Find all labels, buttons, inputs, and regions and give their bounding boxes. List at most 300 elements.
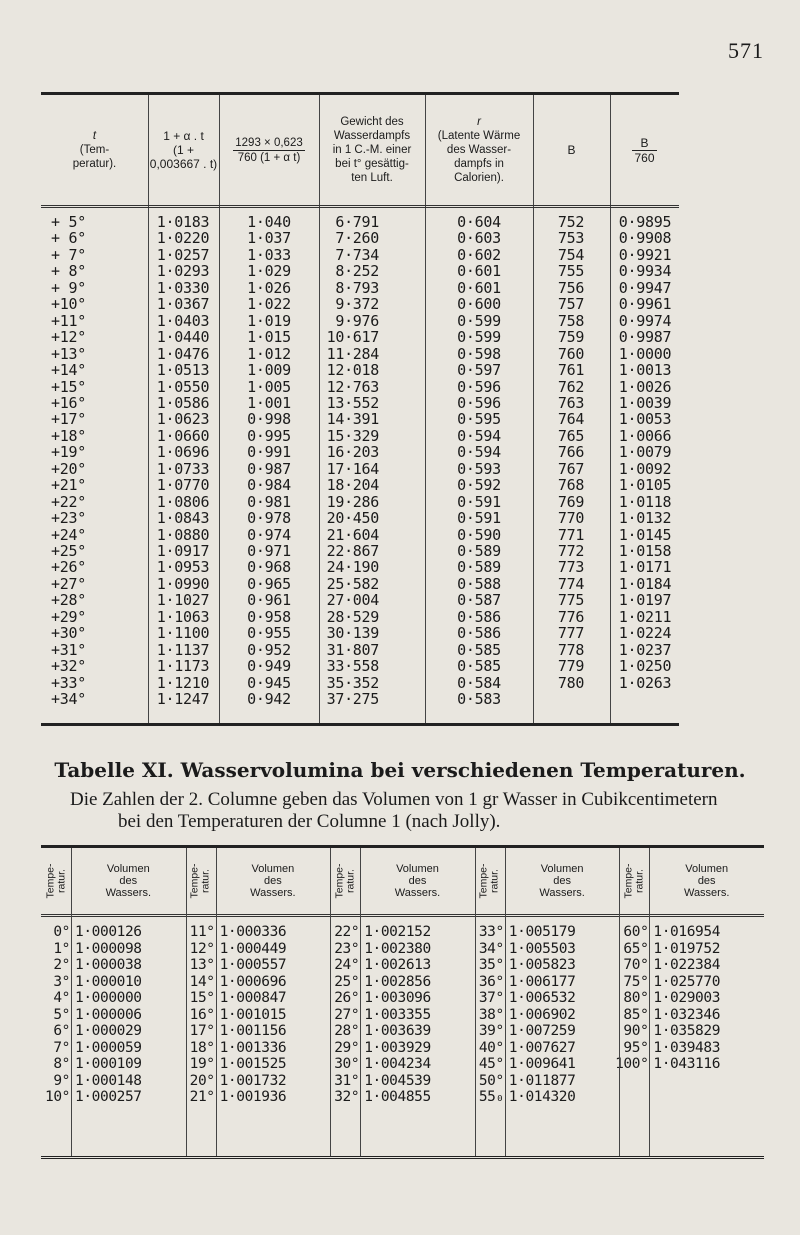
table-cell: 1·0026 [618,377,672,396]
table-cell: +22° [51,492,86,511]
table-cell: 33·558 [326,657,379,676]
table-cell: 0·958 [247,607,291,626]
table-cell: 11·284 [326,344,379,363]
water-volume-table [41,845,764,1159]
table-cell: 768 [557,476,585,495]
table-cell: +15° [51,377,86,396]
table-cell: 12·018 [326,361,379,380]
temperature-cell: 30° [334,1056,360,1072]
table-cell: 1·0237 [618,640,672,659]
table-cell: 1·0220 [156,229,210,248]
table-cell: 0·595 [457,410,501,429]
volume-cell: 1·000109 [75,1056,142,1072]
temperature-cell: 85° [623,1006,649,1023]
table-cell: 0·604 [457,213,501,231]
table-cell: 1·0476 [156,344,210,363]
table-cell: 1·0586 [156,393,210,412]
table-cell: 22·867 [326,542,379,560]
table-cell: 0·942 [247,690,291,709]
temperature-cell: 32° [334,1089,360,1105]
header-temperature-label: Tempe- ratur. [477,863,501,899]
temperature-cell: 95° [623,1039,649,1056]
table-cell: 1·0000 [618,344,672,363]
volume-cell: 1·000000 [75,990,142,1006]
volume-cell: 1·043116 [653,1056,721,1072]
table-cell: +20° [51,459,86,478]
table-cell: 1·0039 [618,393,672,412]
table-cell: 1·0990 [156,574,210,593]
temperature-cell: 5° [53,1006,70,1023]
header-barometer-ratio: $\frac{B}{760}$ [634,135,655,165]
table-cell: 0·961 [247,591,291,610]
volume-cell: 1·004539 [364,1072,431,1089]
table-row [41,526,679,542]
header-temperature-label: Tempe- ratur. [44,863,68,899]
table-cell: 0·965 [247,574,291,593]
table-cell: 0·9987 [618,328,672,347]
table-cell: +18° [51,426,86,445]
table-cell: 1·1210 [156,673,210,692]
table-cell: 35·352 [326,673,379,692]
table-row [41,476,679,495]
temperature-cell: 19° [189,1056,215,1072]
table-row [41,990,764,1006]
table-row [41,229,679,248]
table-cell: 1·0184 [618,574,672,593]
header-temperature: t (Tem- peratur). [72,130,117,170]
table-row [41,941,764,957]
header-latent-heat: r (Latente Wärme des Wasser- dampfs in Calorien). [437,116,521,184]
table-row [41,542,679,558]
table-cell: 0·971 [247,542,291,560]
table-row [41,1023,764,1039]
temperature-cell: 29° [334,1039,360,1056]
table-cell: 780 [557,673,585,692]
table-cell: 17·164 [326,459,379,478]
table-cell: 0·9895 [618,213,672,231]
table-cell: 764 [557,410,585,429]
table-cell: 0·9921 [618,245,672,264]
table-cell: 0·588 [457,574,501,593]
header-temperature [332,850,358,912]
volume-cell: 1·007627 [508,1039,576,1056]
table-row [41,262,679,281]
volume-cell: 1·000257 [75,1089,142,1105]
volume-cell: 1·002152 [364,924,431,940]
table-row [41,295,679,314]
table-cell: 1·0079 [618,443,672,462]
header-volume: Volumen des Wassers. [683,863,730,899]
volume-cell: 1·000059 [75,1039,142,1056]
table-cell: 1·0880 [156,525,210,544]
volume-cell: 1·005503 [508,940,576,957]
volume-cell: 1·000126 [75,924,142,940]
table-cell: +27° [51,574,86,593]
table-cell: + 5° [51,213,86,231]
table-row [41,427,679,443]
table-cell: 1·0197 [618,591,672,610]
table-cell: 15·329 [326,426,379,445]
volume-cell: 1·003929 [364,1039,431,1056]
table-cell: +31° [51,640,86,659]
temperature-cell: 22° [334,924,360,940]
table-row [41,328,679,347]
table-row [41,361,679,380]
table-cell: 1·015 [247,328,291,347]
temperature-cell: 36° [478,973,504,990]
temperature-cell: 17° [189,1023,215,1039]
table-cell: +26° [51,558,86,577]
table-cell: + 6° [51,229,86,248]
temperature-cell: 33° [478,924,504,940]
table-cell: 767 [557,459,585,478]
table-cell: +30° [51,624,86,643]
table-cell: 1·0263 [618,673,672,692]
table-cell: 0·978 [247,509,291,528]
table-cell: 16·203 [326,443,379,462]
volume-cell: 1·006902 [508,1006,576,1023]
table-cell: 6·791 [335,213,379,231]
table-cell: 0·974 [247,525,291,544]
volume-cell: 1·000148 [75,1072,142,1089]
table-cell: 9·976 [335,311,379,330]
page-number: 571 [728,38,764,63]
temperature-cell: 55₀ [478,1089,504,1105]
table-row [41,1089,764,1105]
temperature-cell: 100° [615,1056,649,1072]
table-cell: 0·602 [457,245,501,264]
table-cell: 753 [557,229,585,248]
temperature-cell: 11° [189,924,215,940]
table-cell: 777 [557,624,585,643]
table-cell: 1·029 [247,262,291,281]
temperature-cell: 25° [334,973,360,990]
table-cell: 0·601 [457,262,501,281]
table-cell: 1·040 [247,213,291,231]
volume-cell: 1·002856 [364,973,431,990]
temperature-cell: 7° [53,1039,70,1056]
header-volume: Volumen des Wassers. [250,863,296,899]
volume-cell: 1·004234 [364,1056,431,1072]
table-cell: 769 [557,492,585,511]
table-cell: 0·597 [457,361,501,380]
table-cell: 0·596 [457,393,501,412]
table-cell: 0·599 [457,311,501,330]
table-cell: 1·0367 [156,295,210,314]
table-cell: 0·995 [247,426,291,445]
volume-cell: 1·019752 [653,940,721,957]
volume-cell: 1·007259 [508,1023,576,1039]
volume-cell: 1·039483 [653,1039,721,1056]
table-cell: 762 [557,377,585,396]
temperature-cell: 80° [623,990,649,1006]
header-volume: Volumen des Wassers. [105,863,152,899]
table-cell: 0·589 [457,558,501,577]
volume-cell: 1·001015 [219,1006,287,1023]
temperature-cell: 75° [623,973,649,990]
temperature-cell: 2° [53,957,70,973]
temperature-cell: 18° [189,1039,215,1056]
volume-cell: 1·000038 [75,957,142,973]
table-cell: +24° [51,525,86,544]
table-cell: 1·0257 [156,245,210,264]
temperature-cell: 23° [334,940,360,957]
temperature-cell: 0° [53,924,70,940]
table-cell: 0·9961 [618,295,672,314]
table-cell: 1·0953 [156,558,210,577]
temperature-cell: 24° [334,957,360,973]
table-cell: 1·0105 [618,476,672,495]
table-row [41,213,679,229]
header-temperature [43,850,69,912]
table-cell: 779 [557,657,585,676]
table-cell: 760 [557,344,585,363]
temperature-cell: 15° [189,990,215,1006]
table-cell: 0·593 [457,459,501,478]
table-cell: 24·190 [326,558,379,577]
table-cell: 1·1100 [156,624,210,643]
table-cell: 8·252 [335,262,379,281]
volume-cell: 1·006177 [508,973,576,990]
table-cell: +16° [51,393,86,412]
table-cell: 1·0053 [618,410,672,429]
volume-cell: 1·000029 [75,1023,142,1039]
volume-cell: 1·000098 [75,940,142,957]
temperature-cell: 6° [53,1023,70,1039]
table-cell: 30·139 [326,624,379,643]
table-cell: 1·1137 [156,640,210,659]
table-row [41,690,679,709]
table-cell: 31·807 [326,640,379,659]
table-row [41,957,764,973]
temperature-cell: 21° [189,1089,215,1105]
table-cell: 1·022 [247,295,291,314]
header-expansion: 1 + α . t (1 + 0,003667 . t) [149,129,218,171]
table-cell: 1·033 [247,245,291,264]
table-cell: 1·0733 [156,459,210,478]
header-temperature-label: Tempe- ratur. [188,863,212,899]
table-row [41,279,679,295]
table-cell: 755 [557,262,585,281]
temperature-cell: 9° [53,1072,70,1089]
table-cell: 1·0211 [618,607,672,626]
table-row [41,1056,764,1072]
table-cell: 1·0293 [156,262,210,281]
table-cell: 776 [557,607,585,626]
table-cell: 1·0171 [618,558,672,577]
header-temperature [477,850,503,912]
table-title: Tabelle XI. Wasservolumina bei verschiedenen Temperaturen. [54,758,746,782]
table-cell: 14·391 [326,410,379,429]
table-row [41,974,764,990]
volume-cell: 1·009641 [508,1056,576,1072]
temperature-cell: 12° [189,940,215,957]
temperature-cell: 39° [478,1023,504,1039]
table-cell: 1·0145 [618,525,672,544]
table-cell: 1·0917 [156,542,210,560]
table-cell: 8·793 [335,278,379,297]
table-cell: 1·0158 [618,542,672,560]
volume-cell: 1·003096 [364,990,431,1006]
table-cell: +11° [51,311,86,330]
volume-cell: 1·004855 [364,1089,431,1105]
table-cell: +33° [51,673,86,692]
table-cell: 1·0440 [156,328,210,347]
volume-cell: 1·001525 [219,1056,287,1072]
table-cell: 759 [557,328,585,347]
temperature-cell: 40° [478,1039,504,1056]
table-cell: 18·204 [326,476,379,495]
table-cell: 1·0806 [156,492,210,511]
volume-cell: 1·000449 [219,940,287,957]
volume-cell: 1·005823 [508,957,576,973]
temperature-cell: 20° [189,1072,215,1089]
temperature-cell: 27° [334,1006,360,1023]
table-cell: 1·0250 [618,657,672,676]
table-cell: 7·734 [335,245,379,264]
table-cell: 0·599 [457,328,501,347]
table-cell: 0·589 [457,542,501,560]
table-cell: +28° [51,591,86,610]
table-row [41,924,764,940]
table-cell: 0·600 [457,295,501,314]
table-cell: 7·260 [335,229,379,248]
table-cell: 756 [557,278,585,297]
volume-cell: 1·000006 [75,1006,142,1023]
table-cell: +19° [51,443,86,462]
table-cell: 0·601 [457,278,501,297]
volume-cell: 1·029003 [653,990,721,1006]
table-cell: 1·005 [247,377,291,396]
table-cell: 1·0330 [156,278,210,297]
temperature-cell: 31° [334,1072,360,1089]
table-cell: +14° [51,361,86,380]
table-cell: 1·1027 [156,591,210,610]
table-cell: +10° [51,295,86,314]
table-cell: 0·603 [457,229,501,248]
header-barometer: B [567,143,576,157]
table-cell: + 9° [51,278,86,297]
table-cell: 0·984 [247,476,291,495]
table-cell: 0·590 [457,525,501,544]
temperature-cell: 38° [478,1006,504,1023]
temperature-cell: 8° [53,1056,70,1072]
volume-cell: 1·000336 [219,924,287,940]
temperature-cell: 10° [45,1089,70,1105]
header-temperature-label: Tempe- ratur. [622,863,646,899]
table-row [41,641,679,657]
table-row [41,312,679,328]
table-cell: 0·998 [247,410,291,429]
table-cell: +25° [51,542,86,560]
volume-cell: 1·002613 [364,957,431,973]
table-cell: 1·012 [247,344,291,363]
volume-cell: 1·001156 [219,1023,287,1039]
table-cell: 0·987 [247,459,291,478]
steam-table-header [41,95,679,208]
table-cell: 1·0183 [156,213,210,231]
header-density-ratio: $\frac{1293 \times 0,623}{\text{760 (1 + α t)}}$ [235,136,303,164]
table-cell: 37·275 [326,690,379,709]
table-cell: 0·949 [247,657,291,676]
table-row [41,410,679,429]
table-cell: 0·587 [457,591,501,610]
table-cell: 1·0224 [618,624,672,643]
table-row [41,624,679,643]
table-cell: 1·0696 [156,443,210,462]
volume-cell: 1·011877 [508,1072,576,1089]
table-cell: 754 [557,245,585,264]
temperature-cell: 14° [189,973,215,990]
table-cell: 0·981 [247,492,291,511]
temperature-cell: 45° [478,1056,504,1072]
table-cell: 775 [557,591,585,610]
table-cell: 774 [557,574,585,593]
table-cell: 0·9947 [618,278,672,297]
table-cell: 1·026 [247,278,291,297]
table-cell: +29° [51,607,86,626]
table-cell: 773 [557,558,585,577]
table-cell: 0·9908 [618,229,672,248]
table-cell: 0·9974 [618,311,672,330]
temperature-cell: 26° [334,990,360,1006]
table-cell: 1·0066 [618,426,672,445]
table-cell: 0·596 [457,377,501,396]
table-cell: 0·592 [457,476,501,495]
volume-cell: 1·025770 [653,973,721,990]
temperature-cell: 35° [478,957,504,973]
table-cell: 778 [557,640,585,659]
table-cell: 1·0092 [618,459,672,478]
volume-cell: 1·016954 [653,924,721,940]
table-cell: 772 [557,542,585,560]
temperature-cell: 4° [53,990,70,1006]
temperature-cell: 37° [478,990,504,1006]
volume-cell: 1·000010 [75,973,142,990]
header-temperature-label: Tempe- ratur. [333,863,357,899]
table-cell: 763 [557,393,585,412]
table-cell: 20·450 [326,509,379,528]
table-cell: + 8° [51,262,86,281]
table-row [41,509,679,528]
table-cell: 0·586 [457,607,501,626]
table-cell: 0·598 [457,344,501,363]
steam-table [41,92,679,726]
table-row [41,443,679,462]
table-cell: 752 [557,213,585,231]
table-cell: 0·594 [457,426,501,445]
volume-cell: 1·005179 [508,924,576,940]
table-cell: +32° [51,657,86,676]
volume-cell: 1·001336 [219,1039,287,1056]
temperature-cell: 13° [189,957,215,973]
header-temperature [188,850,214,912]
table-cell: 761 [557,361,585,380]
table-cell: 0·585 [457,640,501,659]
temperature-cell: 1° [53,940,70,957]
table-cell: 21·604 [326,525,379,544]
water-volume-header [41,848,764,917]
table-cell: 1·1247 [156,690,210,709]
table-cell: 0·955 [247,624,291,643]
table-cell: 10·617 [326,328,379,347]
table-row [41,378,679,394]
table-cell: 27·004 [326,591,379,610]
table-cell: 0·968 [247,558,291,577]
table-cell: 1·0623 [156,410,210,429]
table-row [41,591,679,610]
table-cell: +23° [51,509,86,528]
